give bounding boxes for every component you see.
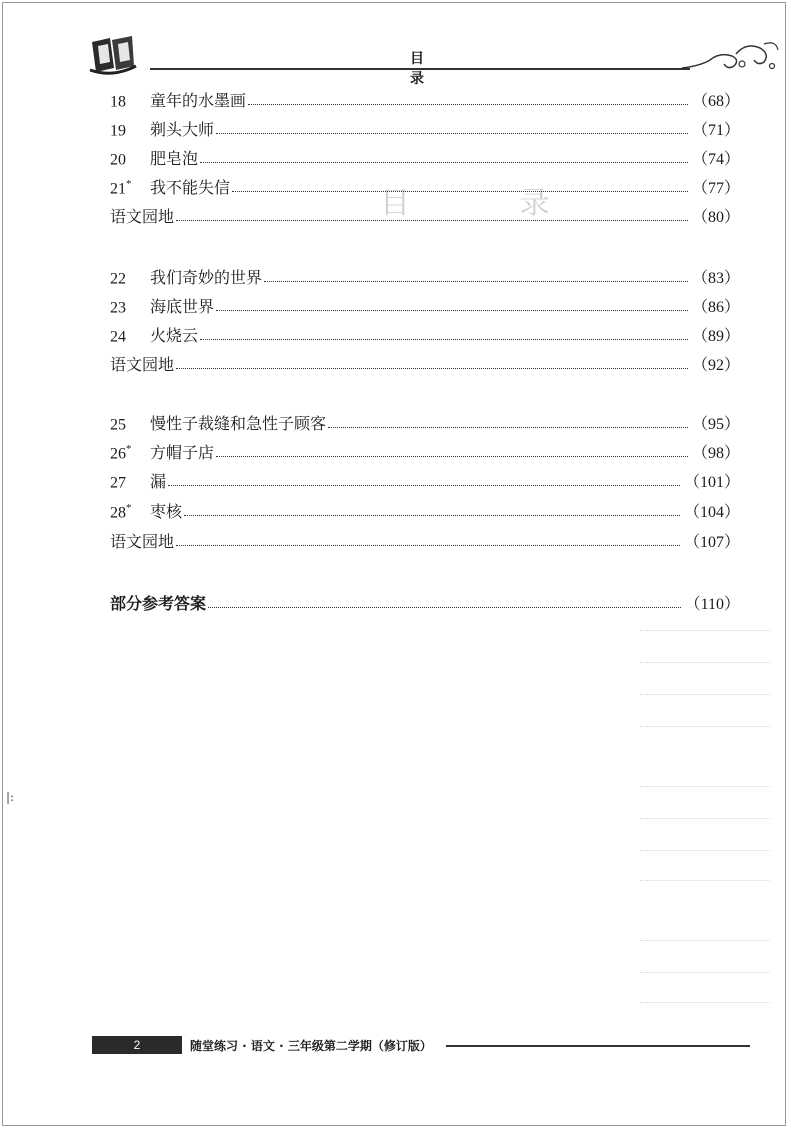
dot-leader (200, 162, 688, 163)
toc-entry-title: 部分参考答案 (110, 594, 207, 613)
toc-entry (110, 466, 740, 492)
toc-entry-title: 我不能失信 (150, 178, 231, 197)
dot-leader (176, 220, 688, 221)
dot-leader (264, 281, 688, 282)
toc-entry-answers (110, 588, 740, 614)
toc-entry (110, 201, 740, 227)
toc-entry (110, 320, 740, 346)
toc-entry-number: 18 (110, 93, 126, 110)
toc-entry (110, 349, 740, 375)
toc-entry-page: （68） (691, 93, 740, 110)
dot-leader (216, 133, 688, 134)
toc-entry-title: 方帽子店 (150, 443, 215, 462)
book-logo-icon (88, 34, 138, 76)
dot-leader (176, 545, 680, 546)
toc-entry-title: 火烧云 (150, 326, 199, 345)
dot-leader (328, 427, 688, 428)
toc-entry-title: 语文园地 (110, 355, 175, 374)
bleed-through-line (640, 850, 770, 851)
dot-leader (216, 310, 688, 311)
toc-entry-title: 漏 (150, 472, 167, 491)
toc-entry-page: （80） (691, 209, 740, 226)
page-title: 目 录 (410, 51, 450, 87)
toc-entry-page: （110） (684, 596, 740, 613)
bleed-through-line (640, 662, 770, 663)
bleed-through-line (640, 1002, 770, 1003)
toc-entry-number: 22 (110, 270, 126, 287)
toc-entry-page: （74） (691, 151, 740, 168)
toc-entry-title: 语文园地 (110, 207, 175, 226)
toc-entry-title: 语文园地 (110, 532, 175, 551)
toc-entry-page: （101） (683, 474, 740, 491)
toc-entry (110, 172, 740, 198)
toc-entry-number: 26* (110, 442, 132, 462)
toc-entry-number: 23 (110, 299, 126, 316)
bleed-through-line (640, 726, 770, 727)
toc-entry-page: （92） (691, 357, 740, 374)
toc-entry-title: 海底世界 (150, 297, 215, 316)
toc-entry-number: 19 (110, 122, 126, 139)
toc-entry-number: 24 (110, 328, 126, 345)
toc-entry-page: （104） (683, 504, 740, 521)
flourish-ornament-icon (680, 38, 780, 72)
toc-entry-title: 剃头大师 (150, 120, 215, 139)
toc-entry-page: （95） (691, 416, 740, 433)
toc-entry-title: 肥皂泡 (150, 149, 199, 168)
toc-entry-title: 枣核 (150, 502, 183, 521)
toc-entry-number: 27 (110, 474, 126, 491)
toc-entry-number: 20 (110, 151, 126, 168)
toc-entry-page: （83） (691, 270, 740, 287)
toc-entry (110, 143, 740, 169)
bleed-through-line (640, 818, 770, 819)
toc-entry-title: 我们奇妙的世界 (150, 268, 263, 287)
bleed-through-line (640, 940, 770, 941)
toc-entry (110, 114, 740, 140)
toc-entry (110, 496, 740, 522)
margin-mark: |: (6, 790, 15, 804)
toc-entry-page: （107） (683, 534, 740, 551)
bleed-through-line (640, 880, 770, 881)
toc-entry-page: （71） (691, 122, 740, 139)
dot-leader (208, 607, 681, 608)
dot-leader (168, 485, 680, 486)
toc-entry-page: （86） (691, 299, 740, 316)
bleed-through-line (640, 694, 770, 695)
dot-leader (176, 368, 688, 369)
book-title: 随堂练习 · 语文 · 三年级第二学期（修订版） (190, 1039, 432, 1053)
dot-leader (248, 104, 688, 105)
toc-entry-page: （77） (691, 180, 740, 197)
page-number: 2 (133, 1038, 141, 1052)
page-frame (2, 2, 786, 1126)
toc-entry (110, 291, 740, 317)
toc-entry (110, 262, 740, 288)
toc-entry (110, 408, 740, 434)
toc-entry-title: 童年的水墨画 (150, 91, 247, 110)
toc-entry-page: （89） (691, 328, 740, 345)
bleed-through-line (640, 786, 770, 787)
dot-leader (200, 339, 688, 340)
toc-entry-title: 慢性子裁缝和急性子顾客 (150, 414, 327, 433)
bleed-through-line (640, 630, 770, 631)
toc-entry-page: （98） (691, 445, 740, 462)
footer-rule (446, 1045, 750, 1047)
toc-entry-number: 25 (110, 416, 126, 433)
bleed-through-line (640, 972, 770, 973)
dot-leader (232, 191, 688, 192)
toc-entry (110, 526, 740, 552)
dot-leader (216, 456, 688, 457)
toc-entry (110, 437, 740, 463)
toc-entry-number: 21* (110, 177, 132, 197)
toc-entry (110, 85, 740, 111)
bleed-through: 目 录 (380, 186, 600, 221)
dot-leader (184, 515, 680, 516)
toc-entry-number: 28* (110, 501, 132, 521)
